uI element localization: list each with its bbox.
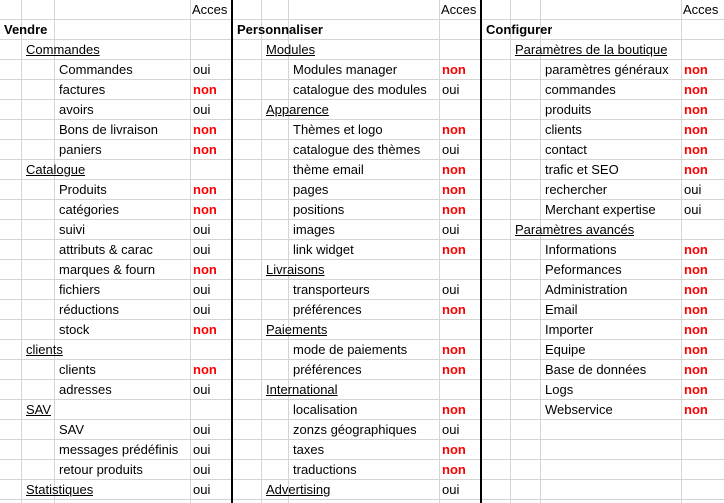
group-label: Catalogue [26,162,86,177]
permission-label: contact [545,142,587,157]
group-label: Commandes [26,42,100,57]
permission-row[interactable] [482,300,724,320]
permission-row[interactable] [233,440,481,460]
acces-header: Acces [683,2,719,17]
permission-row[interactable] [482,400,724,420]
access-value: non [193,262,217,277]
access-value: non [193,202,217,217]
permission-row[interactable] [482,160,724,180]
permission-row [482,460,724,480]
permission-label: catalogue des thèmes [293,142,421,157]
permission-row[interactable] [0,200,232,220]
group-label: SAV [26,402,52,417]
permission-row[interactable] [233,300,481,320]
permission-label: messages prédéfinis [59,442,179,457]
permission-row[interactable] [482,180,724,200]
permission-label: SAV [59,422,85,437]
permission-row[interactable] [482,140,724,160]
group-label: Modules [266,42,316,57]
permission-label: mode de paiements [293,342,408,357]
access-value: non [442,462,466,477]
section-title-row [482,20,724,40]
permission-row[interactable] [0,380,232,400]
access-value: non [684,302,708,317]
permission-row[interactable] [482,280,724,300]
access-value: oui [193,302,211,317]
section-title: Vendre [4,22,48,37]
permission-row[interactable] [482,260,724,280]
permission-label: thème email [293,162,364,177]
permission-label: clients [545,122,582,137]
permission-row[interactable] [233,120,481,140]
access-value: non [684,382,708,397]
group-label: Paramètres avancés [515,222,635,237]
access-value: non [684,342,708,357]
group-row[interactable] [233,380,481,400]
permission-label: Informations [545,242,617,257]
permission-row[interactable] [0,300,232,320]
access-value: non [193,122,217,137]
group-label: Apparence [266,102,329,117]
access-value: oui [442,422,460,437]
access-value: non [442,182,466,197]
group-row[interactable] [233,260,481,280]
section-title: Configurer [486,22,553,37]
access-value: oui [442,222,460,237]
permission-row [482,440,724,460]
group-row[interactable] [233,320,481,340]
permission-row[interactable] [233,200,481,220]
permission-label: Commandes [59,62,133,77]
permission-label: commandes [545,82,616,97]
access-value: oui [193,462,211,477]
permission-row [482,420,724,440]
permission-row[interactable] [482,200,724,220]
header-row [233,0,481,20]
permission-row[interactable] [0,220,232,240]
access-value: non [684,102,708,117]
permission-label: catégories [59,202,119,217]
permission-label: trafic et SEO [545,162,619,177]
access-value: non [684,62,708,77]
access-value: non [684,402,708,417]
group-row[interactable] [482,40,724,60]
permission-label: rechercher [545,182,608,197]
access-value: oui [193,482,211,497]
group-row[interactable] [233,100,481,120]
permission-row[interactable] [0,260,232,280]
group-row[interactable] [0,160,232,180]
permission-label: pages [293,182,329,197]
permission-label: traductions [293,462,357,477]
permission-row[interactable] [0,120,232,140]
permission-label: positions [293,202,345,217]
permission-row[interactable] [233,160,481,180]
permission-label: fichiers [59,282,101,297]
access-value: non [684,262,708,277]
panel-personnaliser [233,0,481,503]
access-value: non [684,82,708,97]
acces-header: Acces [441,2,477,17]
access-value: non [193,362,217,377]
access-value: non [442,122,466,137]
permission-label: Administration [545,282,628,297]
permission-row[interactable] [482,380,724,400]
permission-row[interactable] [0,240,232,260]
permission-row[interactable] [0,360,232,380]
access-value: oui [442,142,460,157]
permission-label: localisation [293,402,358,417]
access-value: non [684,282,708,297]
permission-row[interactable] [482,360,724,380]
permission-row[interactable] [0,100,232,120]
permission-label: attributs & carac [59,242,153,257]
group-row[interactable] [233,480,481,500]
permission-row[interactable] [0,460,232,480]
section-title-row [0,20,232,40]
section-title-row [233,20,481,40]
permission-row[interactable] [482,80,724,100]
permission-label: catalogue des modules [293,82,427,97]
permission-label: transporteurs [293,282,370,297]
header-row [0,0,232,20]
permission-row[interactable] [233,400,481,420]
permission-label: Equipe [545,342,586,357]
permission-row[interactable] [0,60,232,80]
group-label: Livraisons [266,262,325,277]
access-value: oui [684,182,702,197]
access-value: non [684,142,708,157]
permission-label: Thèmes et logo [293,122,383,137]
permission-row[interactable] [233,460,481,480]
permission-label: link widget [293,242,354,257]
permission-label: réductions [59,302,119,317]
permission-row[interactable] [482,320,724,340]
group-row[interactable] [0,340,232,360]
group-label: Paiements [266,322,328,337]
access-value: non [193,322,217,337]
access-value: non [442,62,466,77]
access-value: non [193,182,217,197]
access-value: oui [442,482,460,497]
permission-row [482,480,724,500]
panel-vendre [0,0,232,503]
access-value: non [442,162,466,177]
permission-row[interactable] [482,120,724,140]
permission-row[interactable] [233,80,481,100]
access-value: non [684,122,708,137]
access-value: non [442,442,466,457]
permission-label: Logs [545,382,574,397]
permission-row[interactable] [233,420,481,440]
group-row[interactable] [0,480,232,500]
group-label: Statistiques [26,482,94,497]
permission-label: suivi [59,222,86,237]
permission-row[interactable] [0,280,232,300]
access-value: oui [193,102,211,117]
group-row[interactable] [0,40,232,60]
permission-row[interactable] [0,140,232,160]
access-value: oui [442,282,460,297]
permission-row[interactable] [233,60,481,80]
permission-row[interactable] [233,140,481,160]
permission-row[interactable] [482,100,724,120]
permission-row[interactable] [233,240,481,260]
permission-row[interactable] [233,220,481,240]
permission-label: zonzs géographiques [293,422,417,437]
permission-label: Bons de livraison [59,122,158,137]
permission-label: Base de données [545,362,647,377]
section-title: Personnaliser [237,22,323,37]
permission-label: préférences [293,302,362,317]
permission-label: Email [545,302,578,317]
permission-label: Peformances [545,262,622,277]
permission-label: Merchant expertise [545,202,656,217]
access-value: non [684,322,708,337]
access-value: oui [193,382,211,397]
permission-row[interactable] [482,240,724,260]
permission-label: produits [545,102,592,117]
group-row[interactable] [233,40,481,60]
permission-label: avoirs [59,102,94,117]
permission-label: Produits [59,182,107,197]
access-value: non [442,342,466,357]
permission-row[interactable] [482,340,724,360]
group-label: Advertising [266,482,331,497]
group-label: Paramètres de la boutique [515,42,668,57]
permission-row[interactable] [482,60,724,80]
group-label: clients [26,342,63,357]
panel-configurer [482,0,724,503]
permission-row[interactable] [0,80,232,100]
permission-row[interactable] [233,280,481,300]
access-value: oui [193,242,211,257]
access-value: non [193,142,217,157]
access-value: non [684,162,708,177]
permission-row[interactable] [233,360,481,380]
permission-row[interactable] [233,180,481,200]
access-value: oui [193,442,211,457]
permission-label: préférences [293,362,362,377]
permission-label: paramètres généraux [545,62,669,77]
access-value: non [684,242,708,257]
permission-row[interactable] [0,440,232,460]
permission-row[interactable] [0,420,232,440]
permission-label: adresses [59,382,112,397]
permission-label: marques & fourn [59,262,156,277]
permission-label: images [293,222,335,237]
access-value: non [442,242,466,257]
permission-row[interactable] [0,320,232,340]
acces-header: Acces [192,2,228,17]
permission-row[interactable] [0,180,232,200]
permission-label: Modules manager [293,62,398,77]
access-value: oui [684,202,702,217]
access-value: non [442,362,466,377]
permission-label: clients [59,362,96,377]
permission-row[interactable] [233,340,481,360]
permission-label: retour produits [59,462,143,477]
permission-label: Webservice [545,402,613,417]
group-row[interactable] [0,400,232,420]
access-value: oui [193,422,211,437]
header-row [482,0,724,20]
access-value: oui [193,282,211,297]
access-value: oui [193,62,211,77]
access-value: oui [442,82,460,97]
access-value: non [193,82,217,97]
permission-label: factures [59,82,106,97]
permission-label: taxes [293,442,325,457]
access-value: non [442,202,466,217]
permission-label: stock [59,322,90,337]
permission-label: Importer [545,322,594,337]
permission-label: paniers [59,142,102,157]
group-label: International [266,382,338,397]
access-value: non [684,362,708,377]
access-value: non [442,302,466,317]
access-value: non [442,402,466,417]
access-value: oui [193,222,211,237]
group-row[interactable] [482,220,724,240]
